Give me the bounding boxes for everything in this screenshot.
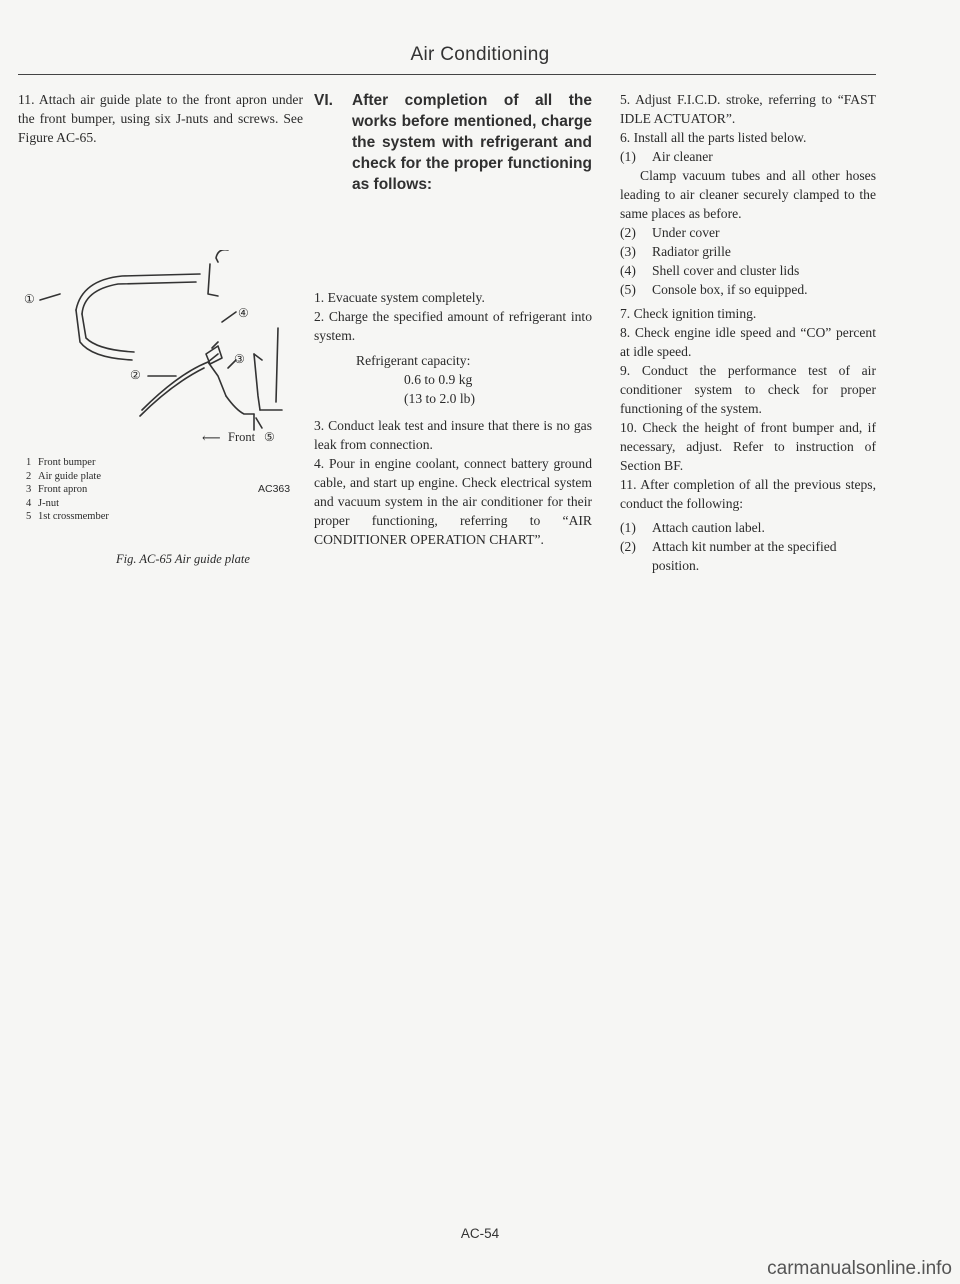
parts-list-item: (5) Console box, if so equipped.	[620, 282, 808, 297]
step-9: 9. Conduct the performance test of air conditioner system to check for proper functioning of the system.	[620, 363, 876, 416]
legend-item: 5 1st crossmember	[26, 511, 109, 522]
callout-5: ⑤	[264, 430, 275, 444]
legend-item: 1 Front bumper	[26, 457, 96, 468]
step-4: 4. Pour in engine coolant, connect battery ground cable, and start up engine. Check electrical system and vacuum system in the air conditioner for their proper functioning, referring to “AIR CONDITIONER OPERATION CHART”.	[314, 456, 592, 547]
capacity-kg: 0.6 to 0.9 kg	[404, 372, 473, 387]
step-5: 5. Adjust F.I.C.D. stroke, referring to “FAST IDLE ACTUATOR”.	[620, 92, 876, 126]
figure-code: AC363	[258, 483, 291, 495]
step-8: 8. Check engine idle speed and “CO” percent at idle speed.	[620, 325, 876, 359]
callout-2: ②	[130, 368, 141, 382]
page-header-title: Air Conditioning	[410, 44, 550, 65]
step-10: 10. Check the height of front bumper and, if necessary, adjust. Refer to instruction of Section BF.	[620, 420, 876, 473]
section-heading-vi	[314, 90, 592, 195]
callout-1: ①	[24, 292, 35, 306]
parts-list-item: (1) Air cleaner	[620, 149, 713, 164]
capacity-label: Refrigerant capacity:	[356, 353, 471, 368]
capacity-lb: (13 to 2.0 lb)	[404, 391, 475, 406]
column-middle-steps	[314, 288, 592, 549]
section-number: VI.	[314, 92, 333, 109]
step-11-attach-plate: 11. Attach air guide plate to the front apron under the front bumper, using six J-nuts and screws. See Figure AC-65.	[18, 92, 303, 145]
column-right	[620, 90, 876, 575]
front-direction-label: Front	[228, 430, 256, 444]
step-1: 1. Evacuate system completely.	[314, 290, 485, 305]
figure-caption: Fig. AC-65 Air guide plate	[116, 552, 250, 566]
legend-item: 2 Air guide plate	[26, 470, 101, 482]
air-guide-plate-diagram	[22, 250, 312, 490]
section-title: After completion of all the works before mentioned, charge the system with refrigerant and check for the proper functioning as follows:	[352, 92, 592, 193]
step-6: 6. Install all the parts listed below.	[620, 130, 807, 145]
figure-legend	[26, 456, 109, 524]
air-cleaner-note: Clamp vacuum tubes and all other hoses leading to air cleaner securely clamped to the same places as before.	[620, 168, 876, 221]
column-middle	[314, 90, 592, 195]
step-2: 2. Charge the specified amount of refrigerant into system.	[314, 309, 592, 343]
front-arrow-icon: ⟵	[202, 430, 221, 445]
legend-item: 4 J-nut	[26, 497, 59, 509]
column-left	[18, 90, 303, 147]
parts-list-item: (3) Radiator grille	[620, 244, 731, 259]
step-11-final: 11. After completion of all the previous steps, conduct the following:	[620, 477, 876, 511]
callout-3: ③	[234, 352, 245, 366]
page-number: AC-54	[460, 1226, 500, 1241]
final-list-item: (2) Attach kit number at the specified position.	[620, 539, 837, 573]
step-3: 3. Conduct leak test and insure that there is no gas leak from connection.	[314, 418, 592, 452]
figure-air-guide-plate	[22, 250, 312, 490]
parts-list-item: (2) Under cover	[620, 225, 720, 240]
watermark: carmanualsonline.info	[767, 1258, 952, 1279]
step-7: 7. Check ignition timing.	[620, 306, 757, 321]
legend-item: 3 Front apron	[26, 484, 88, 495]
final-list-item: (1) Attach caution label.	[620, 520, 765, 535]
refrigerant-capacity	[314, 351, 592, 408]
callout-4: ④	[238, 306, 249, 320]
header-rule	[18, 74, 876, 75]
parts-list-item: (4) Shell cover and cluster lids	[620, 263, 800, 278]
